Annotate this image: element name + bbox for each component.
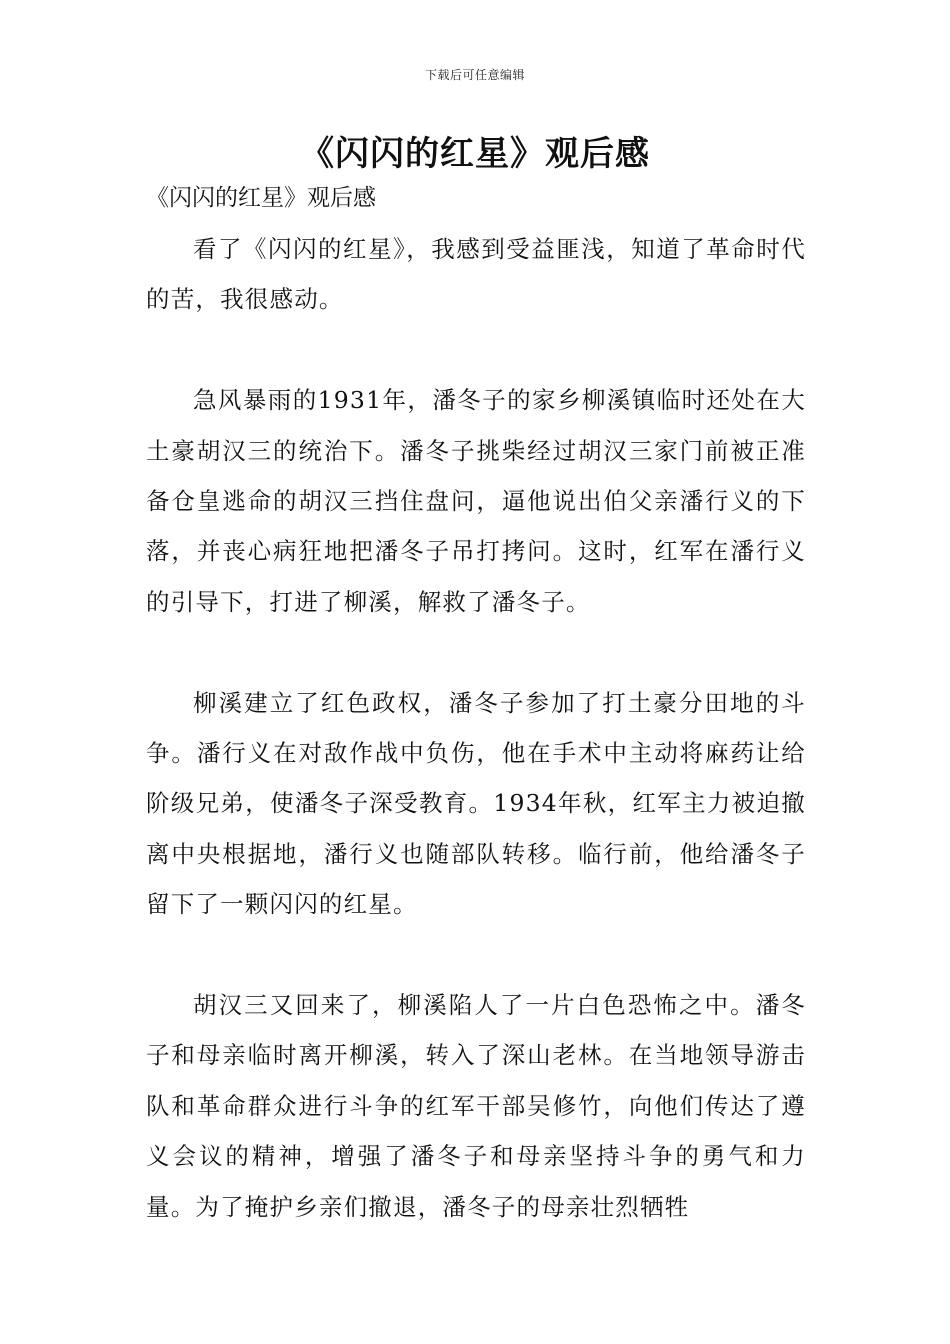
paragraph-1: 看了《闪闪的红星》，我感到受益匪浅，知道了革命时代的苦，我很感动。 <box>146 235 806 314</box>
document-subtitle: 《闪闪的红星》观后感 <box>146 185 376 211</box>
header-note: 下载后可任意编辑 <box>424 68 525 82</box>
document-title: 《闪闪的红星》观后感 <box>300 134 650 174</box>
paragraph-4: 胡汉三又回来了，柳溪陷人了一片白色恐怖之中。潘冬子和母亲临时离开柳溪，转入了深山老林。在当地领导游击队和革命群众进行斗争的红军干部吴修竹，向他们传达了遵义会议的精神，增强了潘冬子和母亲坚持斗争的勇气和力量。为了掩护乡亲们撤退，潘冬子的母亲壮烈牺牲 <box>146 991 806 1221</box>
paragraph-3: 柳溪建立了红色政权，潘冬子参加了打土豪分田地的斗争。潘行义在对敌作战中负伤，他在手术中主动将麻药让给阶级兄弟，使潘冬子深受教育。1934年秋，红军主力被迫撤离中央根据地，潘行义也随部队转移。临行前，他给潘冬子留下了一颗闪闪的红星。 <box>146 688 806 919</box>
document-body <box>146 224 806 1232</box>
paragraph-2: 急风暴雨的1931年，潘冬子的家乡柳溪镇临时还处在大土豪胡汉三的统治下。潘冬子挑柴经过胡汉三家门前被正准备仓皇逃命的胡汉三挡住盘问，逼他说出伯父亲潘行义的下落，并丧心病狂地把潘冬子吊打拷问。这时，红军在潘行义的引导下，打进了柳溪，解救了潘冬子。 <box>146 386 806 616</box>
